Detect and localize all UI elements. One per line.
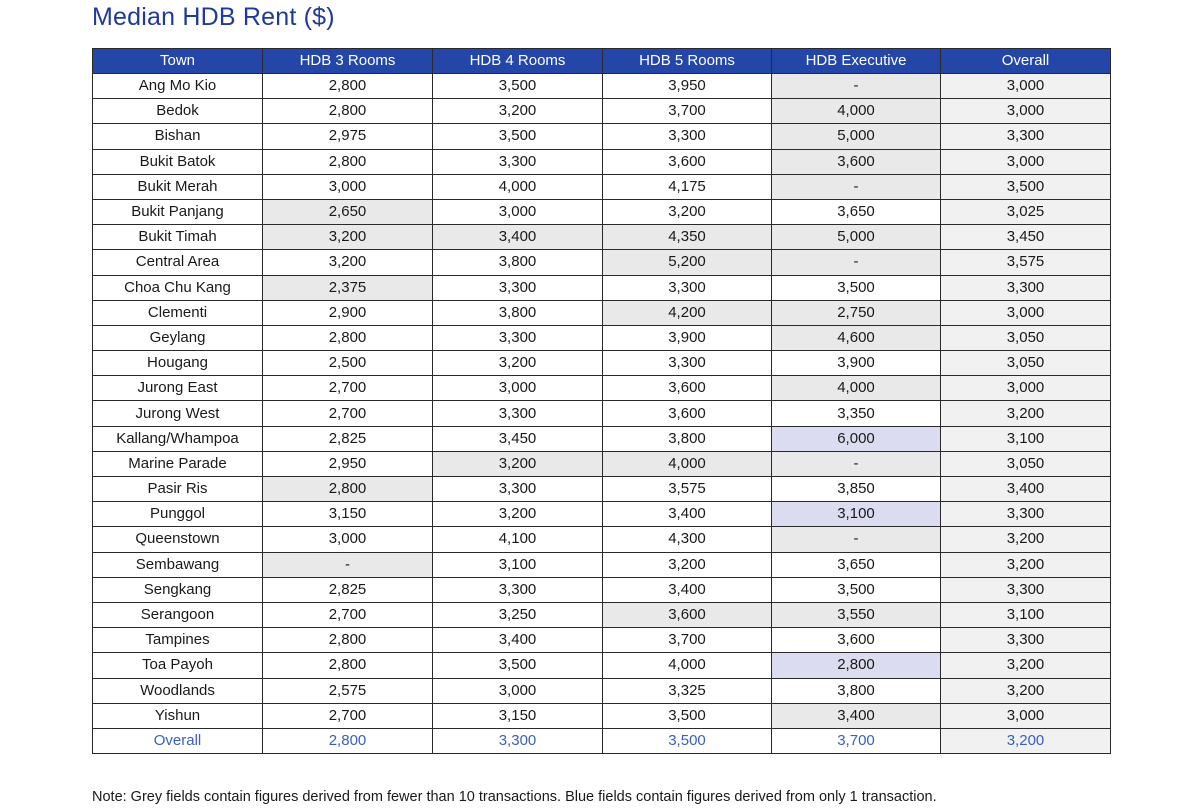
town-cell: Choa Chu Kang: [93, 275, 263, 300]
total-rooms-5-cell: 3,500: [603, 728, 772, 753]
rooms-4-cell: 3,200: [433, 99, 603, 124]
rooms-5-cell: 3,600: [603, 149, 772, 174]
total-town-cell: Overall: [93, 728, 263, 753]
rooms-5-cell: 4,000: [603, 653, 772, 678]
total-overall-cell: 3,200: [941, 728, 1111, 753]
executive-cell: 3,800: [772, 678, 941, 703]
overall-cell: 3,450: [941, 225, 1111, 250]
table-row: [93, 451, 1111, 476]
total-rooms-3-cell: 2,800: [263, 728, 433, 753]
rooms-5-cell: 3,700: [603, 628, 772, 653]
rooms-3-cell: 2,700: [263, 376, 433, 401]
overall-cell: 3,100: [941, 602, 1111, 627]
table-row: [93, 99, 1111, 124]
rooms-3-cell: 2,800: [263, 325, 433, 350]
rooms-3-cell: 2,375: [263, 275, 433, 300]
town-cell: Sembawang: [93, 552, 263, 577]
town-cell: Bukit Batok: [93, 149, 263, 174]
rooms-4-cell: 3,300: [433, 325, 603, 350]
rooms-4-cell: 3,200: [433, 451, 603, 476]
rooms-4-cell: 3,500: [433, 124, 603, 149]
overall-cell: 3,000: [941, 376, 1111, 401]
overall-cell: 3,050: [941, 325, 1111, 350]
rooms-3-cell: 2,700: [263, 703, 433, 728]
overall-cell: 3,050: [941, 351, 1111, 376]
executive-cell: -: [772, 74, 941, 99]
overall-cell: 3,200: [941, 678, 1111, 703]
rooms-3-cell: 2,800: [263, 477, 433, 502]
table-row: [93, 351, 1111, 376]
executive-cell: 3,600: [772, 628, 941, 653]
town-cell: Geylang: [93, 325, 263, 350]
rooms-4-cell: 3,800: [433, 250, 603, 275]
rooms-5-cell: 3,200: [603, 199, 772, 224]
table-row: [93, 74, 1111, 99]
overall-cell: 3,200: [941, 401, 1111, 426]
table-row: [93, 275, 1111, 300]
executive-cell: 3,100: [772, 502, 941, 527]
town-cell: Jurong East: [93, 376, 263, 401]
rooms-5-cell: 4,350: [603, 225, 772, 250]
rooms-3-cell: 3,000: [263, 174, 433, 199]
overall-cell: 3,000: [941, 300, 1111, 325]
overall-cell: 3,025: [941, 199, 1111, 224]
executive-cell: 3,900: [772, 351, 941, 376]
rooms-5-cell: 3,400: [603, 577, 772, 602]
rooms-4-cell: 3,800: [433, 300, 603, 325]
rooms-4-cell: 3,500: [433, 653, 603, 678]
table-row: [93, 300, 1111, 325]
table-row: [93, 174, 1111, 199]
table-row: [93, 401, 1111, 426]
executive-cell: 3,500: [772, 577, 941, 602]
rooms-3-cell: 2,575: [263, 678, 433, 703]
table-row: [93, 552, 1111, 577]
rooms-5-cell: 4,000: [603, 451, 772, 476]
executive-cell: -: [772, 174, 941, 199]
rooms-3-cell: 2,800: [263, 653, 433, 678]
rooms-5-cell: 3,700: [603, 99, 772, 124]
rooms-5-cell: 3,300: [603, 351, 772, 376]
executive-cell: 5,000: [772, 225, 941, 250]
rooms-3-cell: 2,800: [263, 99, 433, 124]
table-row: [93, 653, 1111, 678]
table-row: [93, 376, 1111, 401]
rooms-4-cell: 3,300: [433, 401, 603, 426]
overall-cell: 3,575: [941, 250, 1111, 275]
rooms-4-cell: 3,100: [433, 552, 603, 577]
overall-cell: 3,300: [941, 577, 1111, 602]
page-title: Median HDB Rent ($): [92, 3, 335, 31]
column-header-5-rooms: HDB 5 Rooms: [603, 49, 772, 74]
executive-cell: 2,800: [772, 653, 941, 678]
town-cell: Serangoon: [93, 602, 263, 627]
overall-cell: 3,200: [941, 527, 1111, 552]
table-row: [93, 149, 1111, 174]
rooms-4-cell: 3,200: [433, 351, 603, 376]
table-row: [93, 426, 1111, 451]
executive-cell: -: [772, 527, 941, 552]
town-cell: Pasir Ris: [93, 477, 263, 502]
overall-cell: 3,000: [941, 149, 1111, 174]
rooms-5-cell: 3,950: [603, 74, 772, 99]
executive-cell: 4,000: [772, 376, 941, 401]
overall-cell: 3,200: [941, 653, 1111, 678]
rooms-5-cell: 4,200: [603, 300, 772, 325]
column-header-town: Town: [93, 49, 263, 74]
overall-cell: 3,300: [941, 628, 1111, 653]
executive-cell: 3,650: [772, 199, 941, 224]
column-header-4-rooms: HDB 4 Rooms: [433, 49, 603, 74]
rooms-5-cell: 4,300: [603, 527, 772, 552]
overall-cell: 3,300: [941, 124, 1111, 149]
table-row: [93, 199, 1111, 224]
table-row: [93, 678, 1111, 703]
town-cell: Woodlands: [93, 678, 263, 703]
rooms-3-cell: 2,900: [263, 300, 433, 325]
town-cell: Hougang: [93, 351, 263, 376]
rooms-5-cell: 3,200: [603, 552, 772, 577]
town-cell: Clementi: [93, 300, 263, 325]
executive-cell: 5,000: [772, 124, 941, 149]
executive-cell: 3,400: [772, 703, 941, 728]
rooms-4-cell: 3,000: [433, 376, 603, 401]
rooms-5-cell: 4,175: [603, 174, 772, 199]
rooms-3-cell: 2,700: [263, 602, 433, 627]
rooms-5-cell: 3,600: [603, 602, 772, 627]
rooms-3-cell: 3,150: [263, 502, 433, 527]
rooms-4-cell: 4,100: [433, 527, 603, 552]
executive-cell: 3,850: [772, 477, 941, 502]
footnote: Note: Grey fields contain figures derived from fewer than 10 transactions. Blue fields contain figures derived from only 1 transaction.: [92, 789, 937, 805]
rooms-5-cell: 3,300: [603, 275, 772, 300]
overall-cell: 3,300: [941, 502, 1111, 527]
rooms-3-cell: 3,200: [263, 225, 433, 250]
rooms-4-cell: 3,300: [433, 577, 603, 602]
town-cell: Sengkang: [93, 577, 263, 602]
rooms-3-cell: 2,500: [263, 351, 433, 376]
rooms-4-cell: 3,400: [433, 628, 603, 653]
town-cell: Punggol: [93, 502, 263, 527]
rooms-3-cell: 2,800: [263, 149, 433, 174]
executive-cell: 3,600: [772, 149, 941, 174]
executive-cell: 3,350: [772, 401, 941, 426]
executive-cell: 4,600: [772, 325, 941, 350]
rooms-3-cell: 2,950: [263, 451, 433, 476]
town-cell: Bukit Merah: [93, 174, 263, 199]
rooms-4-cell: 4,000: [433, 174, 603, 199]
town-cell: Jurong West: [93, 401, 263, 426]
rooms-5-cell: 3,500: [603, 703, 772, 728]
table-row: [93, 628, 1111, 653]
rooms-4-cell: 3,500: [433, 74, 603, 99]
rooms-3-cell: 2,825: [263, 426, 433, 451]
rooms-4-cell: 3,300: [433, 149, 603, 174]
rooms-4-cell: 3,200: [433, 502, 603, 527]
overall-cell: 3,000: [941, 703, 1111, 728]
table-row: [93, 602, 1111, 627]
town-cell: Ang Mo Kio: [93, 74, 263, 99]
rooms-5-cell: 3,400: [603, 502, 772, 527]
rooms-5-cell: 3,600: [603, 401, 772, 426]
overall-cell: 3,050: [941, 451, 1111, 476]
table-row: [93, 502, 1111, 527]
rooms-4-cell: 3,250: [433, 602, 603, 627]
column-header-overall: Overall: [941, 49, 1111, 74]
total-row: [93, 728, 1111, 753]
rooms-5-cell: 3,600: [603, 376, 772, 401]
overall-cell: 3,100: [941, 426, 1111, 451]
rooms-3-cell: 2,800: [263, 74, 433, 99]
column-header-executive: HDB Executive: [772, 49, 941, 74]
executive-cell: 3,650: [772, 552, 941, 577]
table-row: [93, 577, 1111, 602]
town-cell: Toa Payoh: [93, 653, 263, 678]
table-row: [93, 477, 1111, 502]
rooms-3-cell: 2,650: [263, 199, 433, 224]
rooms-3-cell: 2,975: [263, 124, 433, 149]
column-header-3-rooms: HDB 3 Rooms: [263, 49, 433, 74]
rooms-5-cell: 3,575: [603, 477, 772, 502]
executive-cell: -: [772, 451, 941, 476]
rooms-3-cell: 3,000: [263, 527, 433, 552]
rooms-4-cell: 3,000: [433, 678, 603, 703]
rent-table: [92, 48, 1111, 754]
rooms-5-cell: 3,325: [603, 678, 772, 703]
rooms-3-cell: -: [263, 552, 433, 577]
table-row: [93, 703, 1111, 728]
town-cell: Bishan: [93, 124, 263, 149]
rooms-5-cell: 3,900: [603, 325, 772, 350]
table-row: [93, 527, 1111, 552]
town-cell: Bukit Timah: [93, 225, 263, 250]
overall-cell: 3,400: [941, 477, 1111, 502]
town-cell: Marine Parade: [93, 451, 263, 476]
rooms-3-cell: 2,700: [263, 401, 433, 426]
executive-cell: -: [772, 250, 941, 275]
rooms-4-cell: 3,300: [433, 275, 603, 300]
town-cell: Central Area: [93, 250, 263, 275]
table-row: [93, 325, 1111, 350]
total-executive-cell: 3,700: [772, 728, 941, 753]
town-cell: Yishun: [93, 703, 263, 728]
town-cell: Bukit Panjang: [93, 199, 263, 224]
overall-cell: 3,000: [941, 99, 1111, 124]
overall-cell: 3,200: [941, 552, 1111, 577]
table-row: [93, 124, 1111, 149]
rooms-5-cell: 3,300: [603, 124, 772, 149]
rooms-3-cell: 3,200: [263, 250, 433, 275]
rooms-5-cell: 3,800: [603, 426, 772, 451]
rooms-4-cell: 3,400: [433, 225, 603, 250]
town-cell: Kallang/Whampoa: [93, 426, 263, 451]
town-cell: Tampines: [93, 628, 263, 653]
rooms-4-cell: 3,000: [433, 199, 603, 224]
overall-cell: 3,000: [941, 74, 1111, 99]
town-cell: Bedok: [93, 99, 263, 124]
header-row: [93, 49, 1111, 74]
executive-cell: 6,000: [772, 426, 941, 451]
executive-cell: 3,550: [772, 602, 941, 627]
total-rooms-4-cell: 3,300: [433, 728, 603, 753]
overall-cell: 3,500: [941, 174, 1111, 199]
overall-cell: 3,300: [941, 275, 1111, 300]
rooms-3-cell: 2,800: [263, 628, 433, 653]
table-row: [93, 225, 1111, 250]
rooms-4-cell: 3,450: [433, 426, 603, 451]
table-body: [93, 74, 1111, 754]
table-row: [93, 250, 1111, 275]
executive-cell: 4,000: [772, 99, 941, 124]
town-cell: Queenstown: [93, 527, 263, 552]
executive-cell: 3,500: [772, 275, 941, 300]
rooms-4-cell: 3,150: [433, 703, 603, 728]
rooms-3-cell: 2,825: [263, 577, 433, 602]
executive-cell: 2,750: [772, 300, 941, 325]
rooms-5-cell: 5,200: [603, 250, 772, 275]
rooms-4-cell: 3,300: [433, 477, 603, 502]
